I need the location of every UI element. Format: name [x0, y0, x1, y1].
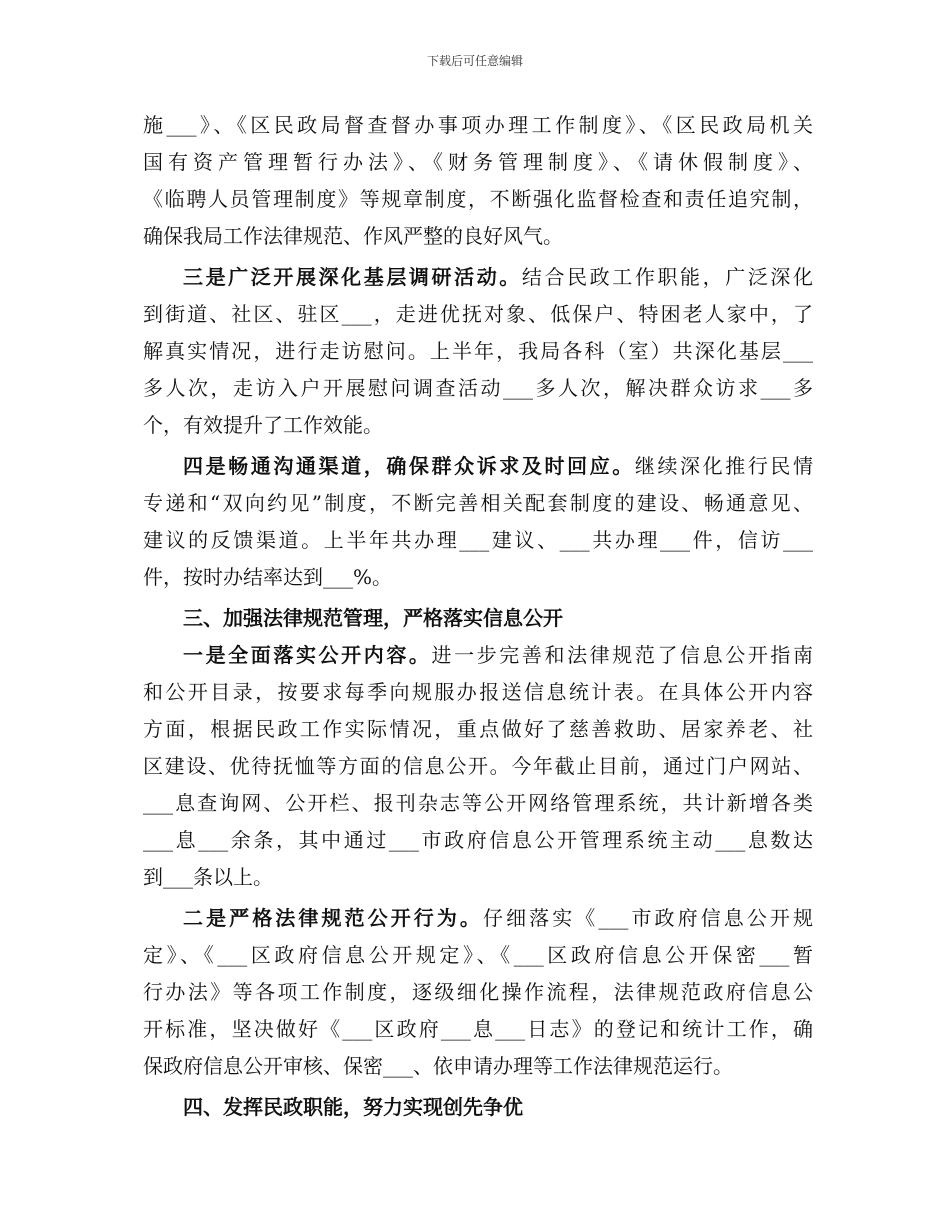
page-header: 下载后可任意编辑 — [426, 54, 523, 68]
text-line: ___息查询网、公开栏、报刊杂志等公开网络管理系统，共计新增各类 — [143, 791, 813, 815]
text-line: 开标准，坚决做好《___区政府___息___日志》的登记和统计工作，确 — [143, 1017, 813, 1041]
text-span: 进一步完善和法律规范了信息公开指南 — [431, 643, 813, 667]
text-line: 保政府信息公开审核、保密___、依申请办理等工作法律规范运行。 — [143, 1054, 733, 1078]
paragraph-lead: 四是畅通沟通渠道，确保群众诉求及时回应。 — [183, 454, 635, 478]
text-line — [143, 448, 813, 485]
paragraph-disclosure-conduct — [143, 900, 813, 1085]
text-span: 结合民政工作职能，广泛深化 — [521, 265, 813, 289]
text-span: 仔细落实《___市政府信息公开规 — [483, 906, 813, 930]
text-line: 《临聘人员管理制度》等规章制度，不断强化监督检查和责任追究制， — [143, 187, 813, 211]
text-line: 定》、《___区政府信息公开规定》、《___区政府信息公开保密___暂 — [143, 943, 813, 967]
text-line: 个，有效提升了工作效能。 — [143, 413, 383, 437]
section-heading: 三、加强法律规范管理，严格落实信息公开 — [183, 606, 563, 630]
text-line: 到___条以上。 — [143, 865, 273, 889]
document-body — [143, 107, 813, 1126]
text-line: 确保我局工作法律规范、作风严整的良好风气。 — [143, 224, 563, 248]
text-line — [143, 637, 813, 674]
text-line: 区建设、优待抚恤等方面的信息公开。今年截止目前，通过门户网站、 — [143, 754, 813, 778]
text-line: ___息___余条，其中通过___市政府信息公开管理系统主动___息数达 — [143, 828, 813, 852]
text-line: 多人次，走访入户开展慰问调查活动___多人次，解决群众访求___多 — [143, 376, 813, 400]
text-span: 继续深化推行民情 — [634, 454, 813, 478]
section-heading: 四、发挥民政职能，努力实现创先争优 — [183, 1095, 523, 1119]
text-line: 件，按时办结率达到___%。 — [143, 565, 393, 589]
text-line: 施___》、《区民政局督查督办事项办理工作制度》、《区民政局机关 — [143, 113, 813, 137]
text-line: 到街道、社区、驻区___，走进优抚对象、低保户、特困老人家中，了 — [143, 302, 813, 326]
text-line — [143, 900, 813, 937]
paragraph-lead: 二是严格法律规范公开行为。 — [183, 906, 483, 930]
text-line: 方面，根据民政工作实际情况，重点做好了慈善救助、居家养老、社 — [143, 717, 813, 741]
paragraph-communication-channels — [143, 448, 813, 596]
text-line: 解真实情况，进行走访慰问。上半年，我局各科（室）共深化基层___ — [143, 339, 813, 363]
text-line: 建议的反馈渠道。上半年共办理___建议、___共办理___件，信访___ — [143, 528, 813, 552]
text-line: 专递和“双向约见”制度，不断完善相关配套制度的建设、畅通意见、 — [143, 491, 813, 515]
paragraph-grassroots-research — [143, 259, 813, 444]
text-line: 和公开目录，按要求每季向规服办报送信息统计表。在具体公开内容 — [143, 680, 813, 704]
text-line: 国有资产管理暂行办法》、《财务管理制度》、《请休假制度》、 — [143, 150, 813, 174]
paragraph-disclosure-content — [143, 637, 813, 896]
text-line: 行办法》等各项工作制度，逐级细化操作流程，法律规范政府信息公 — [143, 980, 813, 1004]
paragraph-regulations — [143, 107, 813, 255]
paragraph-lead: 一是全面落实公开内容。 — [183, 643, 432, 667]
paragraph-lead: 三是广泛开展深化基层调研活动。 — [183, 265, 522, 289]
text-line — [143, 259, 813, 296]
